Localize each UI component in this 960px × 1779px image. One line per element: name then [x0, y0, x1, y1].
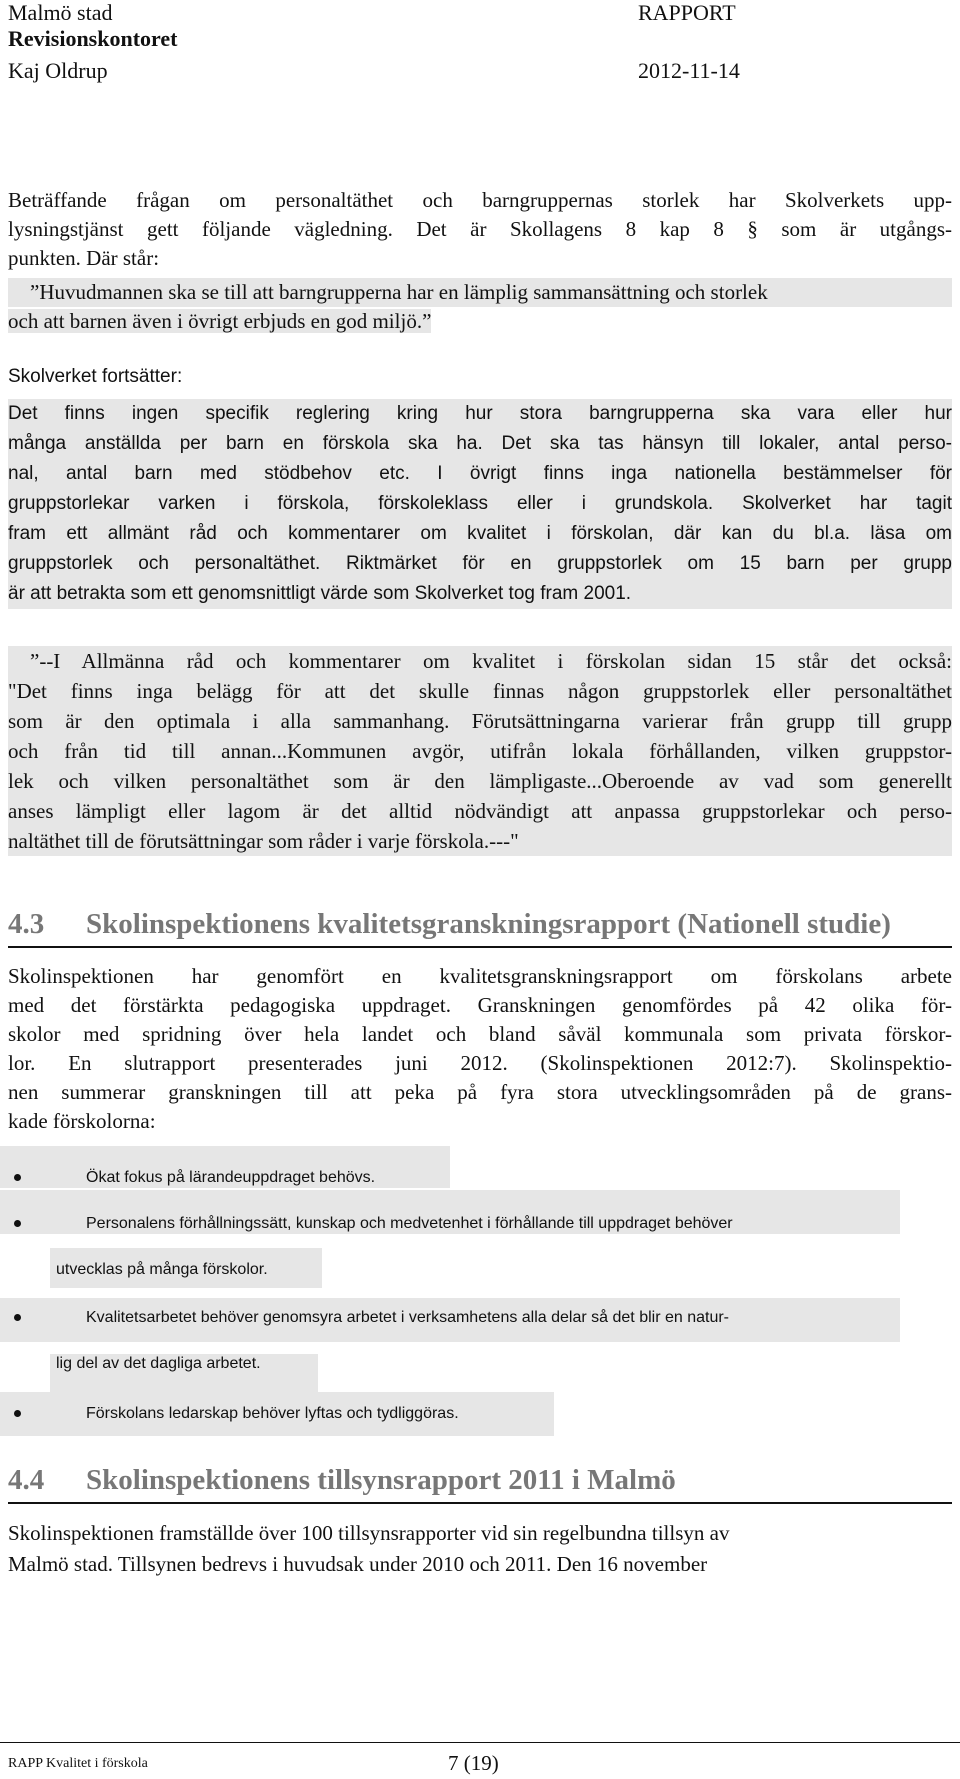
- quote2-line: och från tid till annan...Kommunen avgör, utifrån lokala förhållanden, vilken gruppstor-: [8, 739, 952, 763]
- skolverket-line: är att betrakta som ett genomsnittligt värde som Skolverket tog fram 2001.: [8, 583, 632, 604]
- footer-left: RAPP Kvalitet i förskola: [8, 1756, 148, 1771]
- header-date: 2012-11-14: [638, 58, 740, 83]
- header-doc-type: RAPPORT: [638, 0, 736, 25]
- quote2-line: "Det finns inga belägg för att det skulle finnas någon gruppstorlek eller personaltäthet: [8, 679, 952, 703]
- page-number: 7 (19): [448, 1751, 499, 1775]
- intro-paragraph: [8, 186, 952, 273]
- list-item-text: Ökat fokus på lärandeuppdraget behövs.: [86, 1169, 376, 1186]
- skolverket-paragraph: [8, 399, 952, 609]
- skolverket-line: nal, antal barn med stödbehov etc. I övrigt finns inga nationella bestämmelser för: [8, 463, 952, 484]
- section-4-4-rule: [8, 1502, 952, 1504]
- section-title: Skolinspektionens kvalitetsgranskningsrapport (Nationell studie): [86, 908, 891, 940]
- bullet-icon: [14, 1314, 21, 1321]
- list-item-continuation: lig del av det dagliga arbetet.: [56, 1355, 261, 1372]
- list-item-text: Kvalitetsarbetet behöver genomsyra arbetet i verksamhetens alla delar så det blir en natur-: [86, 1309, 730, 1326]
- section-4-3-heading: [8, 904, 952, 944]
- section-4-4-line: Malmö stad. Tillsynen bedrevs i huvudsak under 2010 och 2011. Den 16 november: [8, 1552, 708, 1576]
- quote-line: [8, 307, 952, 336]
- section-4-3-paragraph: [8, 962, 952, 1136]
- list-item-text: Förskolans ledarskap behöver lyftas och tydliggöras.: [86, 1405, 459, 1422]
- list-item-text: Personalens förhållningssätt, kunskap och medvetenhet i förhållande till uppdraget behöver: [86, 1215, 733, 1232]
- bullet-icon: [14, 1174, 21, 1181]
- skolverket-line: fram ett allmänt råd och kommentarer om kvalitet i förskolan, där kan du bl.a. läsa om: [8, 523, 952, 544]
- quote-line-text: och att barnen även i övrigt erbjuds en god miljö.”: [8, 309, 432, 333]
- section-4-3-line: med det förstärkta pedagogiska uppdraget. Granskningen genomfördes på 42 olika för-: [8, 993, 952, 1017]
- header-office: Revisionskontoret: [8, 26, 178, 51]
- quote2-line: naltäthet till de förutsättningar som råder i varje förskola.---": [8, 829, 519, 853]
- footer-rule: [0, 1742, 960, 1743]
- bullet-icon: [14, 1410, 21, 1417]
- section-4-3-line: Skolinspektionen har genomfört en kvalitetsgranskningsrapport om förskolans arbete: [8, 964, 952, 988]
- quote2-line: ”--I Allmänna råd och kommentarer om kvalitet i förskolan sidan 15 står det också:: [30, 649, 952, 673]
- intro-line: Beträffande frågan om personaltäthet och barngruppernas storlek har Skolverkets upp-: [8, 188, 952, 212]
- section-4-3-line: skolor med spridning över hela landet och bland såväl kommunala som privata förskor-: [8, 1022, 952, 1046]
- section-4-4-heading: [8, 1460, 952, 1500]
- quote-law: [8, 278, 952, 336]
- quote2-line: lek och vilken personaltäthet som är den lämpligaste...Oberoende av vad som generellt: [8, 769, 952, 793]
- section-number: 4.4: [8, 1464, 45, 1496]
- quote2-line: som är den optimala i alla sammanhang. Förutsättningarna varierar från grupp till grupp: [8, 709, 952, 733]
- quote2-line: anses lämpligt eller lagom är det alltid nödvändigt att anpassa gruppstorlekar och perso-: [8, 799, 952, 823]
- section-4-3-line: lor. En slutrapport presenterades juni 2012. (Skolinspektionen 2012:7). Skolinspektio-: [8, 1051, 952, 1075]
- intro-line: punkten. Där står:: [8, 246, 160, 270]
- section-4-3-rule: [8, 946, 952, 948]
- header-org: Malmö stad: [8, 0, 113, 25]
- skolverket-line: gruppstorlek och personaltäthet. Riktmärket för en gruppstorlek om 15 barn per grupp: [8, 553, 952, 574]
- quote-allmanna-rad: [8, 646, 952, 856]
- intro-line: lysningstjänst gett följande vägledning. Det är Skollagens 8 kap 8 § som är utgångs-: [8, 217, 952, 241]
- section-4-4-line: Skolinspektionen framställde över 100 tillsynsrapporter vid sin regelbundna tillsyn av: [8, 1521, 730, 1545]
- skolverket-line: många anställda per barn en förskola ska ha. Det ska tas hänsyn till lokaler, antal perso-: [8, 433, 952, 454]
- skolverket-lead-text: Skolverket fortsätter:: [8, 366, 183, 387]
- header-author: Kaj Oldrup: [8, 58, 108, 83]
- bullet-icon: [14, 1220, 21, 1227]
- skolverket-lead: [8, 362, 952, 391]
- section-4-3-line: nen summerar granskningen till att peka på fyra stora utvecklingsområden på de grans-: [8, 1080, 952, 1104]
- section-title: Skolinspektionens tillsynsrapport 2011 i Malmö: [86, 1464, 676, 1496]
- section-4-3-line: kade förskolorna:: [8, 1109, 156, 1133]
- skolverket-line: gruppstorlekar varken i förskola, förskoleklass eller i grundskola. Skolverket har tagit: [8, 493, 952, 514]
- quote-line: ”Huvudmannen ska se till att barngrupperna har en lämplig sammansättning och storlek: [8, 278, 952, 307]
- section-number: 4.3: [8, 908, 45, 940]
- skolverket-line: Det finns ingen specifik reglering kring hur stora barngrupperna ska vara eller hur: [8, 403, 952, 424]
- section-4-4-paragraph: [8, 1518, 952, 1580]
- list-item-continuation: utvecklas på många förskolor.: [56, 1261, 268, 1278]
